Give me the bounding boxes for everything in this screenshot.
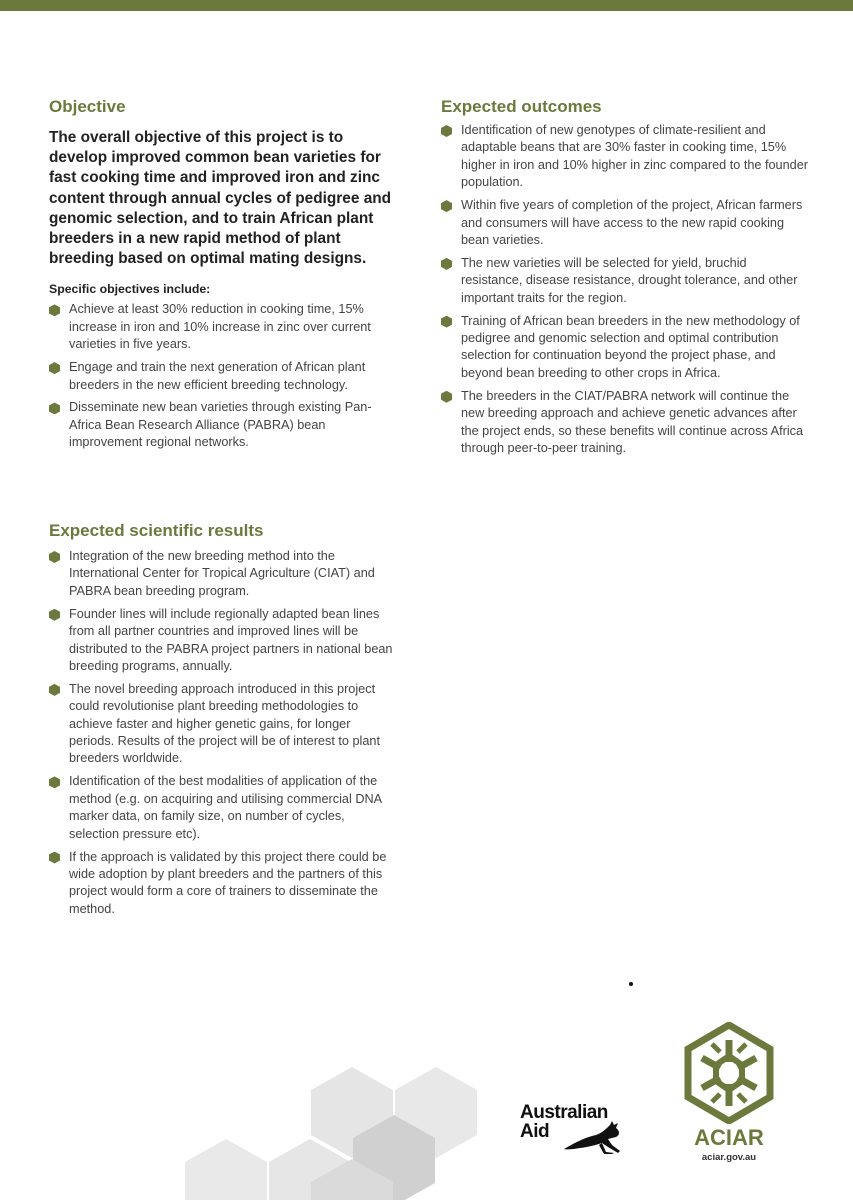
list-item: Training of African bean breeders in the new methodology of pedigree and genomic selection and optimal contribution selection for continuation beyond the project phase, and beyond bean breeding to other crops in Africa. — [441, 313, 811, 383]
list-item: Engage and train the next generation of African plant breeders in the new efficient breeding technology. — [49, 359, 394, 394]
objective-lead: The overall objective of this project is to develop improved common bean varieties for fast cooking time and improved iron and zinc content through annual cycles of pedigree and genomic selection, and to train African plant breeders in a new rapid method of plant breeding based on optimal mating designs. — [49, 129, 392, 268]
hexagon-bullet-icon — [49, 684, 60, 696]
hexagon-bullet-icon — [441, 391, 452, 403]
hexagon-bullet-icon — [49, 551, 60, 563]
australian-aid-line1: Australian — [520, 1102, 608, 1123]
stray-dot — [629, 982, 633, 986]
list-item: The novel breeding approach introduced in this project could revolutionise plant breeding methodologies to achieve faster and higher genetic gains, for longer periods. Results of the project will be of interest to plant breeders worldwide. — [49, 681, 394, 768]
aciar-logo — [684, 1022, 774, 1170]
list-item: Identification of new genotypes of climate-resilient and adaptable beans that are 30% faster in cooking time, 15% higher in iron and 10% higher in zinc compared to the founder population. — [441, 122, 811, 192]
hexagon-bullet-icon — [441, 200, 452, 212]
top-accent-bar — [0, 0, 853, 11]
hexagon-bullet-icon — [49, 609, 60, 621]
outcomes-heading: Expected outcomes — [441, 97, 602, 116]
list-item: Within five years of completion of the project, African farmers and consumers will have access to the new rapid cooking bean varieties. — [441, 197, 811, 249]
scientific-results-heading: Expected scientific results — [49, 521, 264, 540]
hexagon-bullet-icon — [49, 776, 60, 788]
list-item: Integration of the new breeding method into the International Center for Tropical Agriculture (CIAT) and PABRA bean breeding program. — [49, 548, 394, 600]
decorative-hexagon-pattern — [0, 1055, 500, 1200]
hexagon-bullet-icon — [49, 304, 60, 316]
scientific-results-section — [49, 520, 394, 924]
list-item: If the approach is validated by this project there could be wide adoption by plant breeders and the partners of this project would form a core of trainers to disseminate the method. — [49, 849, 394, 919]
specific-objectives-list — [49, 301, 394, 451]
hexagon-bullet-icon — [441, 316, 452, 328]
outcomes-list — [441, 122, 811, 457]
hexagon-bullet-icon — [441, 258, 452, 270]
aciar-name: ACIAR — [694, 1125, 764, 1150]
list-item: Identification of the best modalities of application of the method (e.g. on acquiring and utilising commercial DNA marker data, on family size, on number of cycles, selection pressure etc). — [49, 773, 394, 843]
hexagon-bullet-icon — [441, 125, 452, 137]
specific-objectives-heading: Specific objectives include: — [49, 282, 211, 297]
list-item: Founder lines will include regionally adapted bean lines from all partner countries and improved lines will be distributed to the PABRA project partners in national bean breeding programs, annually. — [49, 606, 394, 676]
objective-heading: Objective — [49, 97, 126, 116]
list-item: Disseminate new bean varieties through existing Pan-Africa Bean Research Alliance (PABRA) bean improvement regional networks. — [49, 399, 394, 451]
objective-section — [49, 96, 394, 457]
australian-aid-logo — [520, 1103, 635, 1155]
hexagon-bullet-icon — [49, 362, 60, 374]
aciar-hexagon-mark-icon — [684, 1022, 774, 1124]
hexagon-bullet-icon — [49, 852, 60, 864]
hexagon-bullet-icon — [49, 402, 60, 414]
australian-aid-line2: Aid — [520, 1121, 550, 1142]
list-item: Achieve at least 30% reduction in cooking time, 15% increase in iron and 10% increase in zinc over current varieties in five years. — [49, 301, 394, 353]
list-item: The breeders in the CIAT/PABRA network will continue the new breeding approach and achieve genetic advances after the project ends, so these benefits will continue across Africa through peer-to-peer training. — [441, 388, 811, 458]
decorative-hexagon — [185, 1139, 267, 1200]
outcomes-section — [441, 96, 811, 463]
kangaroo-icon — [562, 1119, 632, 1155]
scientific-results-list — [49, 548, 394, 918]
list-item: The new varieties will be selected for yield, bruchid resistance, disease resistance, drought tolerance, and other important traits for the region. — [441, 255, 811, 307]
aciar-url: aciar.gov.au — [701, 1152, 757, 1163]
